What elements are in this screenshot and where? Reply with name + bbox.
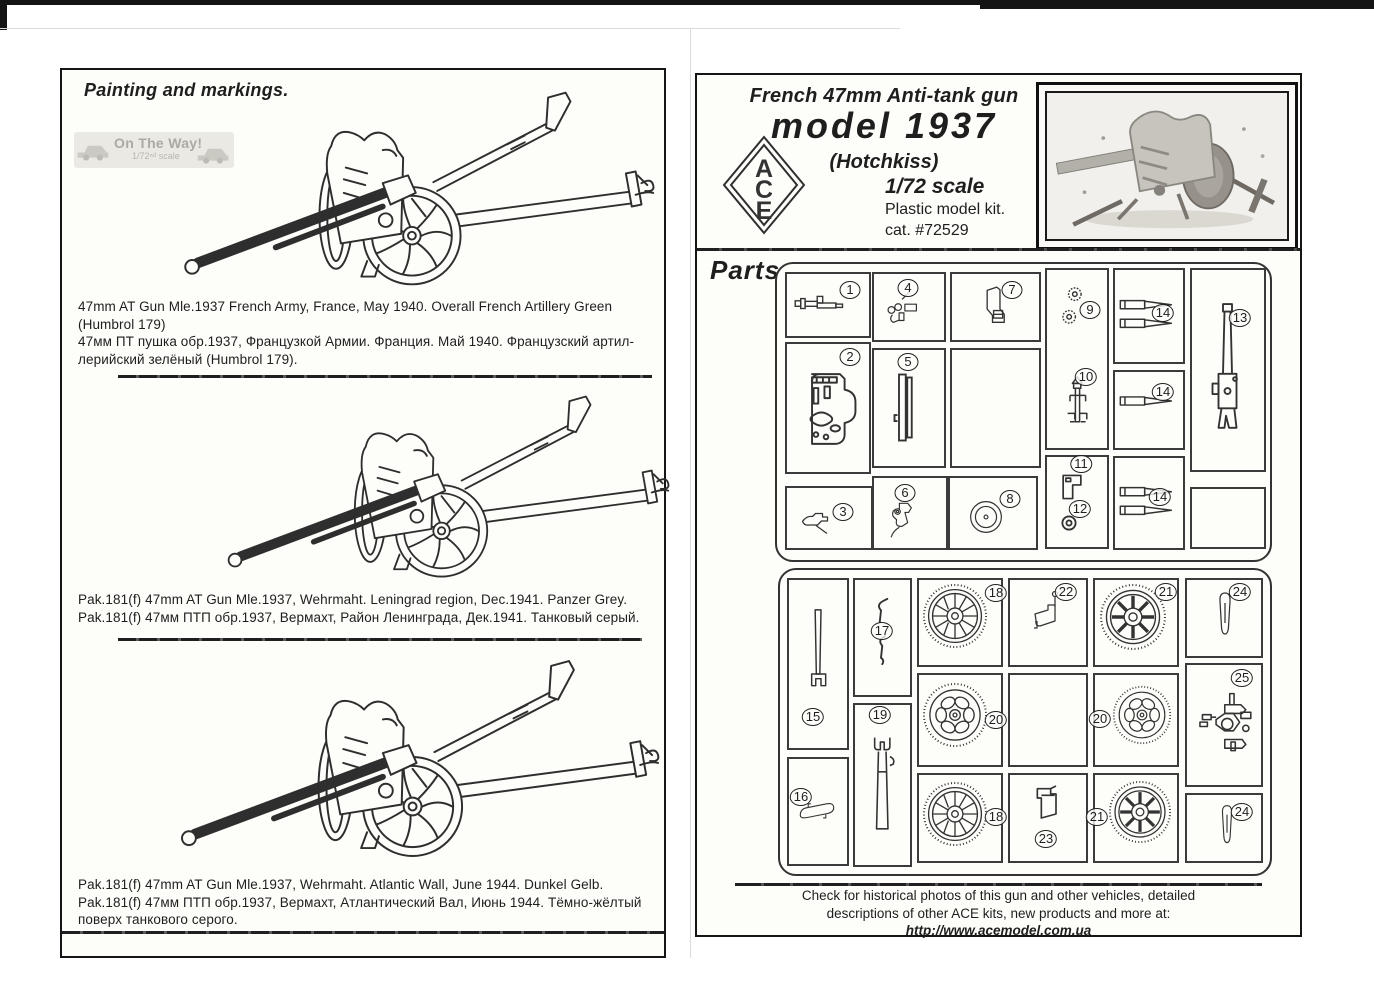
painting-note-line: поверх танкового серого. <box>78 912 238 927</box>
part-number: 17 <box>871 622 893 640</box>
part-number: 14 <box>1152 304 1174 322</box>
part-number: 15 <box>802 708 824 726</box>
section-divider <box>118 638 642 641</box>
part-drawing-2 <box>795 355 857 463</box>
part-number: 13 <box>1229 309 1251 327</box>
part-box <box>1190 487 1266 549</box>
footer-note <box>727 887 1270 940</box>
part-number: 3 <box>833 503 854 521</box>
part-number: 7 <box>1002 281 1023 299</box>
part-drawing-11 <box>1055 470 1089 504</box>
ace-logo <box>722 135 806 235</box>
painting-note-line: Pak.181(f) 47мм ПТП обр.1937, Вермахт, Район Ленинграда, Дек.1941. Танковый серый. <box>78 609 640 625</box>
part-number: 10 <box>1075 368 1097 386</box>
sheet-edge-line <box>0 28 900 29</box>
part-number: 19 <box>869 706 891 724</box>
footer-line2: descriptions of other ACE kits, new products and more at: <box>826 905 1171 921</box>
part-number: 12 <box>1069 500 1091 518</box>
part-number: 21 <box>1086 808 1108 826</box>
part-drawing-5 <box>890 360 920 458</box>
part-drawing-20 <box>1112 678 1172 752</box>
part-box <box>1008 673 1088 767</box>
painting-note-line: Pak.181(f) 47мм ПТП обр.1937, Вермахт, Атлантический Вал, Июнь 1944. Тёмно-жёлтый <box>78 894 642 910</box>
part-number: 14 <box>1149 488 1171 506</box>
kit-title-line2: model 1937 <box>770 105 998 146</box>
part-number: 8 <box>1000 490 1021 508</box>
part-number: 25 <box>1231 669 1253 687</box>
boxart-photo-frame <box>1036 82 1298 250</box>
gun-line-drawing-french <box>88 82 658 296</box>
painting-note-line: (Humbrol 179) <box>78 316 166 332</box>
kit-title-line1: French 47mm Anti-tank gun <box>749 85 1019 107</box>
part-box <box>950 348 1041 468</box>
painting-note-line: лерийский зелёный (Humbrol 179). <box>78 351 298 367</box>
painting-note-line: 47mm AT Gun Mle.1937 French Army, France, May 1940. Overall French Artillery Green <box>78 299 613 314</box>
part-number: 22 <box>1055 583 1077 601</box>
part-drawing-16 <box>795 775 839 845</box>
part-number: 24 <box>1229 583 1251 601</box>
gun-line-drawing-wehrmacht-grey <box>140 386 670 588</box>
header-separator <box>697 248 1300 251</box>
part-drawing-18 <box>922 778 988 850</box>
scan-edge-corner <box>0 0 7 30</box>
part-number: 23 <box>1035 830 1057 848</box>
watermark-scale: 1/72ⁿᵈ scale <box>132 151 180 161</box>
part-drawing-21 <box>1108 778 1172 846</box>
part-drawing-19 <box>862 712 900 857</box>
kit-scale: 1/72 scale <box>885 175 985 198</box>
section-divider <box>118 375 652 378</box>
kit-type: Plastic model kit. <box>885 201 1006 218</box>
part-number: 6 <box>895 484 916 502</box>
part-drawing-20 <box>922 678 988 752</box>
part-number: 16 <box>790 788 812 806</box>
part-number: 14 <box>1152 383 1174 401</box>
part-drawing-18 <box>922 583 988 649</box>
page-title: Painting and markings. <box>84 80 289 100</box>
part-number: 24 <box>1231 803 1253 821</box>
section-divider <box>62 931 664 934</box>
part-drawing-23 <box>1028 780 1068 828</box>
page-fold-line <box>690 28 691 958</box>
footer-url: http://www.acemodel.com.ua <box>905 923 1092 938</box>
watermark-brand: On The Way! <box>114 135 203 151</box>
gun-line-drawing-wehrmacht-gelb <box>86 646 660 872</box>
part-number: 18 <box>985 808 1007 826</box>
footer-line1: Check for historical photos of this gun and other vehicles, detailed <box>801 888 1196 903</box>
part-number: 20 <box>985 711 1007 729</box>
part-number: 20 <box>1089 710 1111 728</box>
part-drawing-25 <box>1195 670 1257 778</box>
part-number: 18 <box>985 584 1007 602</box>
painting-note <box>78 876 652 929</box>
parts-cover-page <box>695 73 1302 937</box>
painting-note-line: Pak.181(f) 47mm AT Gun Mle.1937, Wehrmaht. Atlantic Wall, June 1944. Dunkel Gelb. <box>78 877 604 892</box>
parts-section-label: Parts <box>710 255 781 285</box>
part-number: 4 <box>898 279 919 297</box>
painting-markings-page <box>60 68 666 958</box>
boxart-photo <box>1045 91 1289 241</box>
part-number: 2 <box>840 348 861 366</box>
painting-note <box>78 591 652 626</box>
footer-rule <box>735 883 1262 886</box>
part-number: 1 <box>840 281 861 299</box>
part-number: 9 <box>1080 301 1101 319</box>
painting-note-line: 47мм ПТ пушка обр.1937, Французкой Армии. Франция. Май 1940. Французский артил- <box>78 334 635 349</box>
kit-title-line3: (Hotchkiss) <box>829 151 939 173</box>
part-number: 5 <box>898 353 919 371</box>
kit-catalog-number: cat. #72529 <box>885 222 969 239</box>
painting-note <box>78 298 652 368</box>
scan-edge-top-right <box>980 0 1374 9</box>
part-number: 11 <box>1070 455 1092 473</box>
part-number: 21 <box>1155 583 1177 601</box>
painting-note-line: Pak.181(f) 47mm AT Gun Mle.1937, Wehrmaht. Leningrad region, Dec.1941. Panzer Grey. <box>78 592 628 607</box>
